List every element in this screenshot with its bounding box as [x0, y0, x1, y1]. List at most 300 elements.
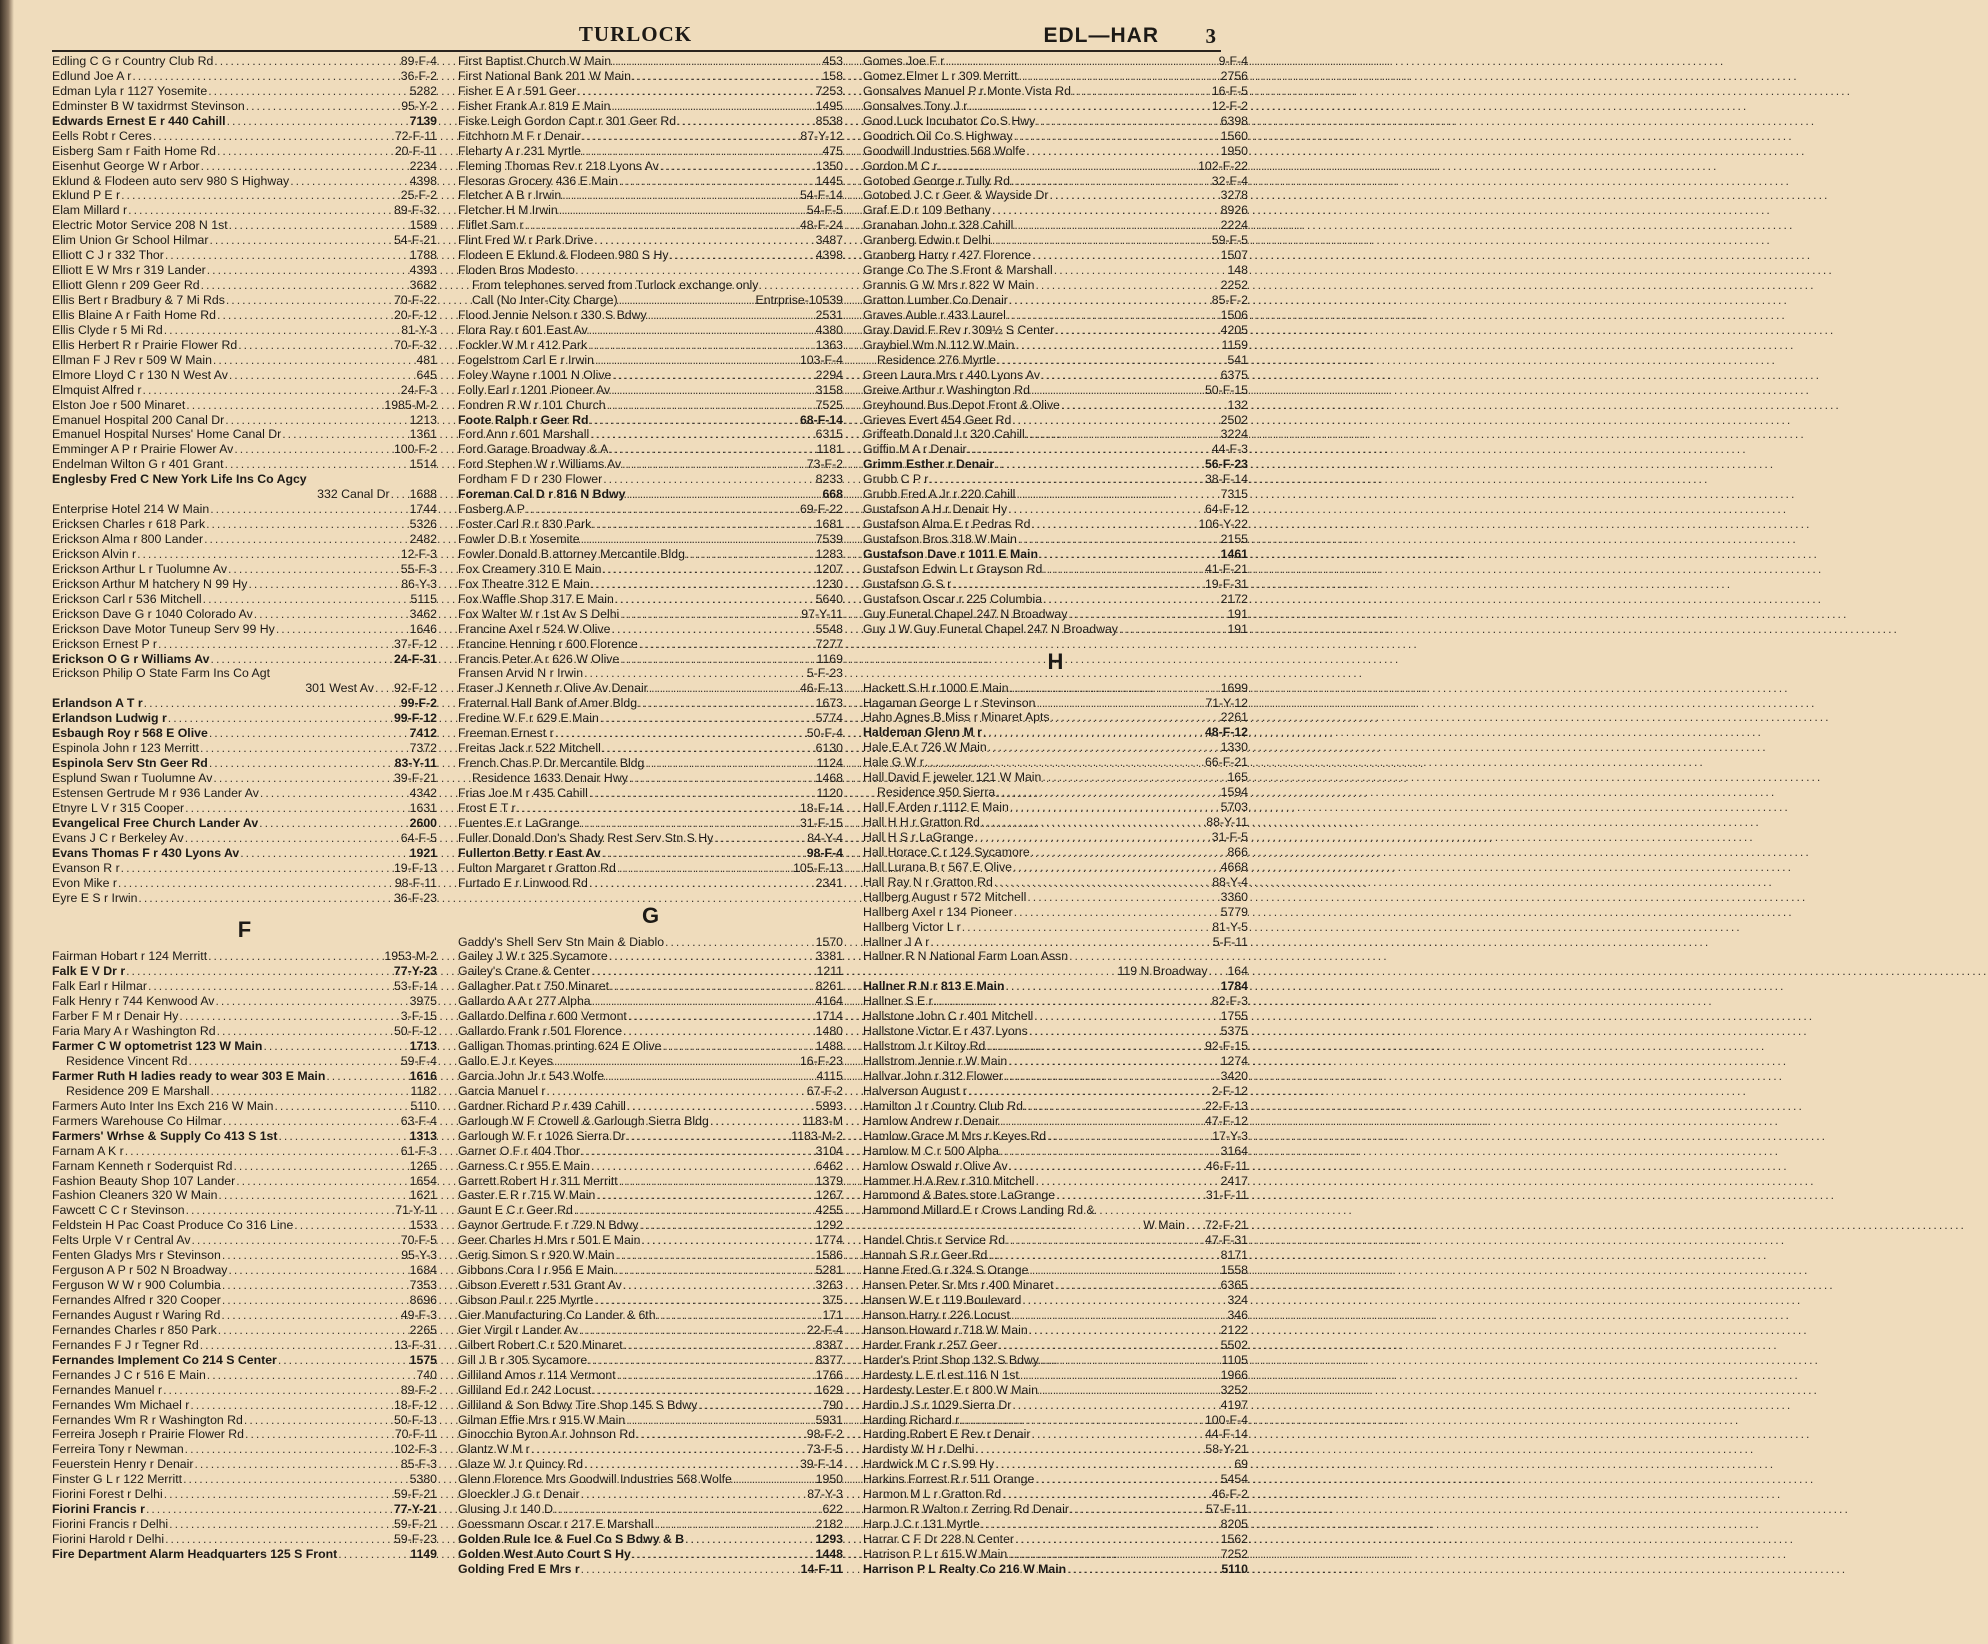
dot-leader	[245, 1427, 394, 1442]
dot-leader	[1000, 1144, 1220, 1159]
listing-phone: 7252	[1220, 1546, 1248, 1561]
dot-leader	[517, 801, 799, 816]
dot-leader	[1039, 1383, 1220, 1398]
dot-leader	[222, 1293, 409, 1308]
listing-name: Farber F M r Denair Hy	[52, 1009, 179, 1024]
listing-entry	[52, 1427, 437, 1442]
listing-entry	[52, 1263, 437, 1278]
listing-entry	[52, 1084, 437, 1099]
dot-leader	[615, 1263, 815, 1278]
dot-leader	[254, 607, 409, 622]
listing-phone: 3252	[1220, 1382, 1248, 1397]
listing-name: Erickson Arthur L r Tuolumne Av	[52, 561, 227, 576]
listing-name: Goodwill Industries 568 Wolfe	[863, 143, 1026, 158]
dot-leader	[1032, 248, 1220, 263]
listing-entry	[458, 353, 843, 368]
listing-name: Etnyre L V r 315 Cooper	[52, 800, 185, 815]
listing-name: Harkins Forrest R r 511 Orange	[863, 1472, 1035, 1487]
listing-name: Harding Richard r	[863, 1412, 960, 1427]
listing-name: Fowler D B r Yosemite	[458, 532, 580, 546]
dot-leader	[594, 233, 814, 248]
dot-leader	[1047, 1129, 1211, 1144]
dot-leader	[582, 144, 821, 159]
listing-entry	[863, 114, 1248, 129]
dot-leader	[338, 1547, 409, 1562]
listing-entry	[863, 218, 1248, 233]
listing-name: Fiorini Harold r Delhi	[52, 1532, 165, 1546]
dot-leader	[619, 1174, 815, 1189]
listing-entry	[863, 964, 1248, 979]
listing-name: Fiorini Francis r	[52, 1502, 145, 1517]
listing-phone: 132	[1227, 397, 1248, 412]
listing-name: Gordon M C r	[863, 158, 938, 173]
dot-leader	[201, 278, 409, 293]
listing-phone: 1507	[1220, 248, 1248, 263]
listing-phone: 59-F-4	[400, 1054, 437, 1068]
listing-name: Erickson Dave G r 1040 Colorado Av	[52, 606, 253, 621]
dot-leader	[210, 502, 408, 517]
dot-leader	[603, 562, 815, 577]
listing-name: Galligan Thomas printing 624 E Olive	[458, 1039, 662, 1054]
listing-phone: 4398	[815, 248, 843, 263]
listing-name: Erickson Alvin r	[52, 546, 137, 561]
dot-leader	[1031, 383, 1204, 398]
listing-name: Fernandes Implement Co 214 S Center	[52, 1352, 277, 1367]
dot-leader	[214, 54, 399, 69]
listing-phone: 1379	[815, 1173, 843, 1188]
listing-phone: 103-F-4	[799, 352, 843, 367]
dot-leader	[225, 457, 409, 472]
listing-entry	[863, 562, 1248, 577]
listing-name: Gallagher Pat r 750 Minaret	[458, 979, 610, 994]
listing-name: Guy Funeral Chapel 247 N Broadway	[863, 606, 1068, 621]
listing-phone: 2600	[409, 815, 437, 830]
listing-phone: 5779	[1220, 904, 1248, 919]
dot-leader	[562, 188, 799, 203]
listing-entry	[863, 308, 1248, 323]
listing-phone: 25-F-2	[400, 188, 437, 203]
listing-phone: 70-F-5	[400, 1233, 437, 1248]
listing-phone: 13-F-31	[393, 1337, 437, 1352]
listing-entry	[863, 725, 1248, 740]
dot-leader	[581, 816, 799, 831]
listing-entry	[863, 1472, 1248, 1487]
listing-phone: 98-F-2	[806, 1427, 843, 1442]
dot-leader	[581, 1144, 815, 1159]
listing-phone: 20-F-12	[393, 307, 437, 322]
listing-entry	[458, 1188, 843, 1203]
listing-phone: 790	[822, 1397, 843, 1412]
listing-phone: 158	[822, 68, 843, 83]
listing-name: Edminster B W taxidrmst Stevinson	[52, 98, 245, 113]
listing-entry	[458, 1383, 843, 1398]
listing-phone: 5375	[1220, 1024, 1248, 1039]
listing-phone: 1182	[410, 1083, 437, 1098]
dot-leader	[660, 159, 815, 174]
listing-phone: 2172	[1220, 591, 1248, 606]
dot-leader	[201, 159, 409, 174]
listing-entry	[52, 801, 437, 816]
listing-name: Fraser J Kenneth r Olive Av Denair	[458, 681, 648, 696]
listing-name: Evans J C r Berkeley Av	[52, 830, 184, 845]
listing-phone: 106-Y-22	[1198, 517, 1248, 532]
listing-entry	[863, 890, 1248, 905]
listing-entry	[458, 54, 843, 69]
listing-name: Gomes Joe F r	[863, 54, 945, 68]
listing-entry	[458, 1398, 843, 1413]
dot-leader	[1031, 845, 1227, 860]
dot-leader	[146, 1502, 393, 1517]
listing-name: Enterprise Hotel 214 W Main	[52, 502, 210, 517]
listing-entry	[458, 1547, 843, 1562]
listing-entry	[458, 368, 843, 383]
listing-phone: 1953-M-2	[384, 949, 437, 964]
listing-entry	[863, 1413, 1248, 1428]
dot-leader	[1029, 1263, 1219, 1278]
listing-entry	[52, 592, 437, 607]
listing-phone: 164	[1227, 964, 1248, 979]
listing-phone: 22-F-4	[806, 1322, 843, 1337]
listing-phone: 1784	[1220, 979, 1248, 994]
dot-leader	[615, 592, 815, 607]
listing-name: Ellman F J Rev r 509 W Main	[52, 352, 212, 367]
listing-entry	[458, 1562, 843, 1577]
dot-leader	[203, 592, 410, 607]
listing-phone: 1744	[409, 502, 437, 517]
listing-phone: 69	[1234, 1457, 1248, 1472]
listing-entry	[52, 1114, 437, 1129]
listing-phone: 70-F-11	[394, 1427, 437, 1442]
dot-leader	[591, 964, 815, 979]
dot-leader	[1026, 144, 1219, 159]
listing-name: Foreman Cal D r 816 N Bdwy	[458, 487, 626, 502]
listing-name: Ford Stephen W r Williams Av	[458, 457, 622, 472]
dot-leader	[200, 1338, 393, 1353]
listing-name: Ellis Bert r Bradbury & 7 Mi Rds	[52, 293, 225, 307]
listing-entry	[52, 562, 437, 577]
listing-name: Falk Earl r Hilmar	[52, 979, 147, 994]
listing-phone: 1673	[815, 696, 843, 711]
dot-leader	[1010, 681, 1220, 696]
listing-entry	[52, 368, 437, 383]
listing-name: Gilbert Robert C r 520 Minaret	[458, 1337, 623, 1352]
listing-phone: 1684	[409, 1263, 437, 1278]
dot-leader	[577, 84, 814, 99]
listing-entry	[458, 861, 843, 876]
dot-leader	[654, 1517, 814, 1532]
listing-entry	[458, 1308, 843, 1323]
dot-leader	[670, 248, 815, 263]
listing-entry	[52, 144, 437, 159]
listing-phone: 70-F-22	[393, 293, 437, 307]
dot-leader	[665, 935, 815, 950]
dot-leader	[988, 1248, 1219, 1263]
listing-name: Fernandes Charles r 850 Park	[52, 1322, 217, 1337]
listing-phone: 1560	[1220, 128, 1248, 143]
listing-phone: 2182	[815, 1517, 843, 1532]
listing-entry	[52, 711, 437, 726]
listing-entry	[458, 666, 843, 681]
listing-name: Flesoras Grocery 436 E Main	[458, 173, 618, 188]
listing-phone: 5110	[410, 1098, 437, 1113]
listing-entry	[863, 442, 1248, 457]
dot-leader	[677, 114, 815, 129]
listing-name: Elim Union Gr School Hilmar	[52, 233, 209, 248]
dot-leader	[279, 1129, 409, 1144]
listing-name: Fraternal Hall Bank of Amer Bldg	[458, 696, 638, 711]
dot-leader	[121, 861, 393, 876]
listing-phone: 37-F-12	[393, 636, 437, 651]
listing-entry	[52, 846, 437, 861]
listing-phone: 81-Y-5	[1212, 919, 1248, 934]
dot-leader	[138, 891, 393, 906]
dot-leader	[925, 755, 1204, 770]
dot-leader	[158, 637, 393, 652]
listing-entry	[52, 1308, 437, 1323]
listing-entry	[52, 1129, 437, 1144]
listing-entry	[458, 562, 843, 577]
dot-leader	[938, 159, 1197, 174]
dot-leader	[246, 99, 401, 114]
listing-phone: 1594	[1220, 785, 1248, 800]
listing-name: Fox Theatre 312 E Main	[458, 576, 590, 591]
listing-entry	[52, 159, 437, 174]
dot-leader	[121, 188, 400, 203]
listing-phone: 1558	[1220, 1263, 1248, 1278]
listing-name: First Baptist Church W Main	[458, 54, 612, 68]
listing-phone: 54-F-14	[799, 188, 843, 203]
listing-phone: 645	[416, 367, 437, 382]
listing-phone: 41-F-21	[1204, 561, 1248, 576]
listing-entry	[52, 308, 437, 323]
listing-phone: 47-F-31	[1204, 1233, 1248, 1248]
listing-name: Evon Mike r	[52, 875, 117, 890]
listing-name: Foley Wayne r 1001 N Olive	[458, 367, 612, 382]
listing-entry	[863, 1159, 1248, 1174]
listing-phone: 87-Y-12	[800, 128, 843, 143]
dot-leader	[1068, 607, 1226, 622]
listing-name: Granberg Harry r 427 Florence	[863, 248, 1032, 263]
listing-name: Erickson Carl r 536 Mitchell	[52, 591, 202, 606]
listing-entry	[458, 1144, 843, 1159]
dot-leader	[546, 1084, 805, 1099]
dot-leader	[581, 1562, 800, 1577]
listing-entry	[458, 517, 843, 532]
listing-name: Hanson Howard r 718 W Main	[863, 1322, 1028, 1337]
listing-entry	[52, 427, 437, 442]
listing-entry	[863, 99, 1248, 114]
listing-entry	[458, 1517, 843, 1532]
listing-phone: 2502	[1220, 412, 1248, 427]
listing-phone: 1514	[409, 457, 437, 472]
listing-phone: 475	[822, 143, 843, 158]
listing-entry	[458, 935, 843, 950]
listing-name: Gilman Effie Mrs r 915 W Main	[458, 1412, 626, 1427]
listing-name: Fox Walter W r 1st Av S Delhi	[458, 606, 620, 621]
listing-name: Farmer Ruth H ladies ready to wear 303 E Main	[52, 1068, 326, 1083]
listing-name: Gaynor Gertrude F r 729 N Bdwy	[458, 1218, 639, 1233]
listing-entry	[458, 994, 843, 1009]
dot-leader	[164, 323, 401, 338]
listing-phone: 47-F-12	[1204, 1113, 1248, 1128]
dot-leader	[1055, 323, 1219, 338]
dot-leader	[163, 1383, 400, 1398]
listing-name: W Main	[1143, 1218, 1185, 1233]
listing-phone: 2261	[1220, 710, 1248, 725]
dot-leader	[169, 1517, 393, 1532]
listing-entry	[52, 129, 437, 144]
dot-leader	[226, 293, 393, 308]
dot-leader	[1061, 398, 1227, 413]
listing-entry	[458, 846, 843, 861]
dot-leader	[1008, 502, 1204, 517]
dot-leader	[1005, 979, 1219, 994]
listing-entry	[52, 1487, 437, 1502]
listing-entry	[458, 532, 843, 547]
listing-name: 119 N Broadway	[1117, 964, 1208, 979]
listing-name: Frias Joe M r 435 Cahill	[458, 785, 588, 800]
listing-phone: 1621	[409, 1188, 437, 1203]
listing-name: Flint Fred W r Park Drive	[458, 233, 594, 248]
listing-name: Gilliland Ed r 242 Locust	[458, 1382, 592, 1397]
listing-entry	[52, 1413, 437, 1428]
listing-name: Feldstein H Pac Coast Produce Co 316 Line	[52, 1218, 294, 1233]
listing-entry	[52, 816, 437, 831]
listing-name: Edwards Ernest E r 440 Cahill	[52, 113, 226, 128]
listing-entry	[458, 1218, 843, 1233]
listing-entry	[52, 174, 437, 189]
listing-name: Harrison P L r 615 W Main	[863, 1546, 1008, 1561]
listing-name: Elliott E W Mrs r 319 Lander	[52, 263, 206, 278]
listing-phone: 4115	[816, 1068, 843, 1083]
listing-name: Residence 1633 Denair Hwy	[472, 771, 628, 785]
dot-leader	[192, 1233, 400, 1248]
listing-entry	[52, 876, 437, 891]
dot-leader	[1054, 263, 1227, 278]
listing-entry	[458, 413, 843, 428]
dot-leader	[594, 1293, 821, 1308]
listing-phone: 38-F-14	[1204, 472, 1248, 487]
listing-name: Harding Robert E Rev r Denair	[863, 1427, 1031, 1442]
dot-leader	[952, 577, 1204, 592]
listing-name: Hall Horace C r 124 Sycamore	[863, 844, 1030, 859]
listing-phone: 1562	[1220, 1532, 1248, 1546]
listing-name: Hall H H r Gratton Rd	[863, 815, 980, 829]
listing-name: Fosberg A P	[458, 502, 525, 517]
dot-leader	[278, 1353, 409, 1368]
listing-phone: 1169	[816, 651, 843, 666]
listing-entry	[458, 696, 843, 711]
listing-phone: 3158	[815, 382, 843, 397]
listing-phone: 8926	[1220, 203, 1248, 218]
listing-phone: 1159	[1221, 337, 1248, 352]
listing-phone: 100-F-2	[393, 442, 437, 457]
listing-name: Fernandes Manuel r	[52, 1382, 163, 1397]
listing-entry	[863, 1547, 1248, 1562]
dot-leader	[236, 1174, 408, 1189]
listing-name: Hall Lurana B r 567 E Olive	[863, 859, 1013, 874]
listing-name: Gotobed J C r Geer & Wayside Dr	[863, 188, 1049, 203]
listing-phone: 171	[822, 1307, 843, 1322]
dot-leader	[624, 1338, 815, 1353]
dot-leader	[215, 994, 408, 1009]
listing-name: Gonsalves Tony J r	[863, 98, 968, 113]
listing-name: Gaddy's Shell Serv Stn Main & Diablo	[458, 934, 665, 949]
listing-name: Endelman Wilton G r 401 Grant	[52, 457, 224, 472]
listing-entry	[863, 1024, 1248, 1039]
listing-name: Foster Carl R r 830 Park	[458, 517, 592, 532]
dot-leader	[244, 1413, 393, 1428]
listing-entry	[863, 740, 1248, 755]
dot-leader	[1004, 1069, 1220, 1084]
listing-name: Harmon R Walton r Zerring Rd Denair	[863, 1502, 1069, 1517]
listing-phone: 3224	[1220, 427, 1248, 442]
dot-leader	[218, 1188, 408, 1203]
listing-phone: 1448	[815, 1546, 843, 1561]
dot-leader	[714, 831, 806, 846]
listing-phone: 1766	[815, 1367, 843, 1382]
listing-name: Hanson Harry r 226 Locust	[863, 1307, 1010, 1322]
page-range-label: EDL—HAR	[1043, 24, 1159, 47]
listing-entry	[52, 547, 437, 562]
listing-name: Gustafson Edwin L r Grayson Rd	[863, 561, 1043, 576]
dot-leader	[698, 1398, 821, 1413]
listing-name: Fire Department Alarm Headquarters 125 S Front	[52, 1546, 338, 1561]
dot-leader	[968, 1084, 1211, 1099]
listing-phone: 70-F-32	[393, 337, 437, 352]
listing-entry	[52, 99, 437, 114]
listing-phone: 5993	[815, 1098, 843, 1113]
listing-name: Glusing J r 140 D	[458, 1502, 554, 1517]
listing-entry	[863, 472, 1248, 487]
listing-name: Edman Lyla r 1127 Yosemite	[52, 83, 208, 98]
dot-leader	[1014, 905, 1220, 920]
listing-phone: 1213	[409, 412, 437, 427]
dot-leader	[639, 637, 815, 652]
dot-leader	[1012, 1398, 1219, 1413]
listing-phone: 1714	[815, 1009, 843, 1024]
listing-entry	[52, 964, 437, 979]
listing-name: Hackett S H r 1000 E Main	[863, 680, 1009, 695]
listing-phone: 541	[1227, 352, 1248, 367]
listing-name: Gustafson Alma E r Pedras Rd	[863, 517, 1031, 532]
listing-phone: 3104	[815, 1143, 843, 1158]
listing-name: Erickson O G r Williams Av	[52, 651, 210, 666]
listing-name: Hagaman George L r Stevinson	[863, 695, 1036, 710]
listing-phone: 6462	[815, 1158, 843, 1173]
listing-entry	[863, 785, 1248, 800]
listing-name: Francine Axel r 524 W Olive	[458, 621, 611, 636]
dot-leader	[525, 218, 799, 233]
dot-leader	[934, 994, 1211, 1009]
listing-entry	[458, 831, 843, 846]
directory-column-3	[863, 54, 1248, 1577]
dot-leader	[1006, 1233, 1204, 1248]
listing-phone: 1616	[409, 1068, 437, 1083]
listing-phone: 4255	[815, 1203, 843, 1218]
listing-name: Golden Rule Ice & Fuel Co S Bdwy & B	[458, 1532, 685, 1546]
listing-phone: 4197	[1220, 1397, 1248, 1412]
listing-entry	[458, 756, 843, 771]
listing-phone: 2252	[1220, 278, 1248, 293]
listing-phone: 1361	[409, 427, 437, 442]
dot-leader	[1040, 1353, 1221, 1368]
dot-leader	[628, 1009, 815, 1024]
listing-name: Hallstone John C r 401 Mitchell	[863, 1009, 1034, 1024]
listing-phone: 4164	[815, 994, 843, 1009]
listing-phone: 92-F-15	[1204, 1039, 1248, 1054]
listing-phone: 1921	[409, 845, 437, 860]
